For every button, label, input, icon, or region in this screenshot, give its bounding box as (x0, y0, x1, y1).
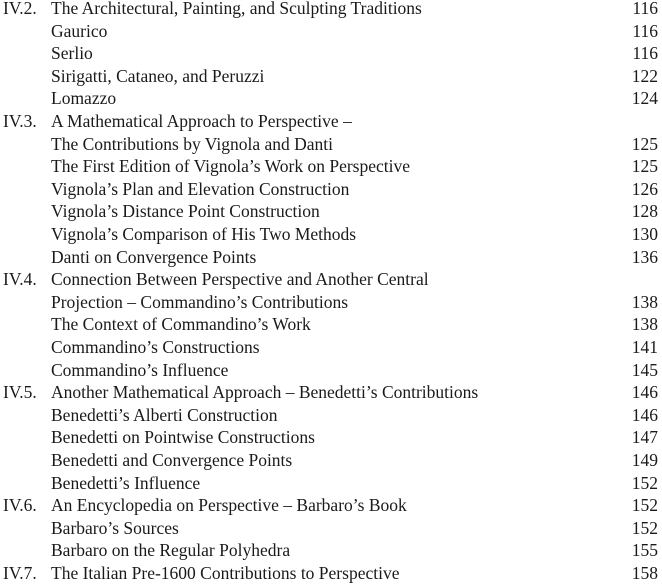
page-number: 155 (631, 540, 658, 561)
subsection-title: Projection – Commandino’s Contributions (51, 291, 349, 312)
toc-section-row (0, 0, 662, 19)
page-number: 152 (631, 472, 658, 493)
subsection-title: Commandino’s Constructions (51, 337, 260, 357)
toc-subsection-row (0, 246, 662, 268)
page-number: 136 (631, 246, 658, 267)
toc-subsection-row (0, 155, 662, 177)
section-number: IV.5. (3, 382, 37, 403)
toc-subsection-row (0, 42, 662, 64)
section-title: The Italian Pre-1600 Contributions to Perspective (51, 563, 400, 583)
toc-section-row (0, 268, 662, 290)
toc-subsection-row (0, 291, 662, 313)
page-number: 152 (631, 495, 658, 516)
page-number: 128 (631, 201, 658, 222)
toc-subsection-row (0, 336, 662, 358)
subsection-title: Vignola’s Plan and Elevation Construction (51, 178, 350, 199)
toc-subsection-row (0, 426, 662, 448)
toc-subsection-row (0, 65, 662, 87)
toc-subsection-row (0, 20, 662, 42)
section-number: IV.7. (3, 563, 37, 583)
toc-subsection-row (0, 404, 662, 426)
section-title: An Encyclopedia on Perspective – Barbaro’s Book (51, 495, 407, 516)
page-number: 125 (631, 133, 658, 154)
page-number: 145 (631, 359, 658, 380)
page-number: 152 (631, 517, 658, 538)
page-number: 149 (631, 450, 658, 470)
page-number: 126 (631, 178, 658, 199)
page-number: 146 (631, 382, 658, 403)
section-title: Connection Between Perspective and Another Central (51, 269, 429, 290)
toc-subsection-row (0, 449, 662, 471)
page-number: 138 (631, 291, 658, 312)
toc-section-row (0, 562, 662, 584)
subsection-title: Danti on Convergence Points (51, 246, 257, 267)
toc-subsection-row (0, 359, 662, 381)
toc-subsection-row (0, 517, 662, 539)
subsection-title: Benedetti’s Influence (51, 472, 201, 493)
page-number: 116 (632, 43, 658, 64)
toc-section-row (0, 494, 662, 516)
toc-section-row (0, 110, 662, 132)
page-number: 130 (631, 224, 658, 244)
toc-subsection-row (0, 539, 662, 561)
toc-subsection-row (0, 87, 662, 109)
page-number: 116 (632, 0, 658, 18)
subsection-title: Vignola’s Distance Point Construction (51, 201, 320, 222)
subsection-title: Benedetti’s Alberti Construction (51, 404, 278, 425)
subsection-title: Serlio (51, 43, 93, 64)
subsection-title: Gaurico (51, 20, 108, 41)
subsection-title: Benedetti and Convergence Points (51, 450, 293, 470)
page-number: 125 (631, 156, 658, 177)
section-number: IV.2. (3, 0, 37, 18)
subsection-title: Vignola’s Comparison of His Two Methods (51, 224, 357, 244)
section-title: The Architectural, Painting, and Sculpting Traditions (51, 0, 422, 18)
subsection-title: Lomazzo (51, 88, 117, 109)
subsection-title: Commandino’s Influence (51, 359, 229, 380)
toc-section-row (0, 381, 662, 403)
section-number: IV.6. (3, 495, 37, 516)
subsection-title: Barbaro on the Regular Polyhedra (51, 540, 291, 561)
section-title: Another Mathematical Approach – Benedetti’s Contributions (51, 382, 479, 403)
page-number: 141 (631, 337, 658, 357)
subsection-title: Benedetti on Pointwise Constructions (51, 427, 315, 448)
toc-subsection-row (0, 313, 662, 335)
page-number: 124 (631, 88, 658, 109)
subsection-title: The First Edition of Vignola’s Work on Perspective (51, 156, 411, 177)
page-number: 138 (631, 314, 658, 335)
section-number: IV.4. (3, 269, 37, 290)
page-number: 146 (631, 404, 658, 425)
toc-subsection-row (0, 178, 662, 200)
page-number: 116 (632, 20, 658, 41)
subsection-title: Sirigatti, Cataneo, and Peruzzi (51, 65, 265, 86)
page-number: 122 (631, 65, 658, 86)
toc-subsection-row (0, 472, 662, 494)
subsection-title: Barbaro’s Sources (51, 517, 179, 538)
page-number: 147 (631, 427, 658, 448)
toc-subsection-row (0, 223, 662, 245)
page-number: 158 (631, 563, 658, 583)
section-title: A Mathematical Approach to Perspective – (51, 111, 352, 131)
toc-subsection-row (0, 200, 662, 222)
toc-subsection-row (0, 133, 662, 155)
subsection-title: The Contributions by Vignola and Danti (51, 133, 333, 154)
section-number: IV.3. (3, 111, 37, 131)
subsection-title: The Context of Commandino’s Work (51, 314, 311, 335)
